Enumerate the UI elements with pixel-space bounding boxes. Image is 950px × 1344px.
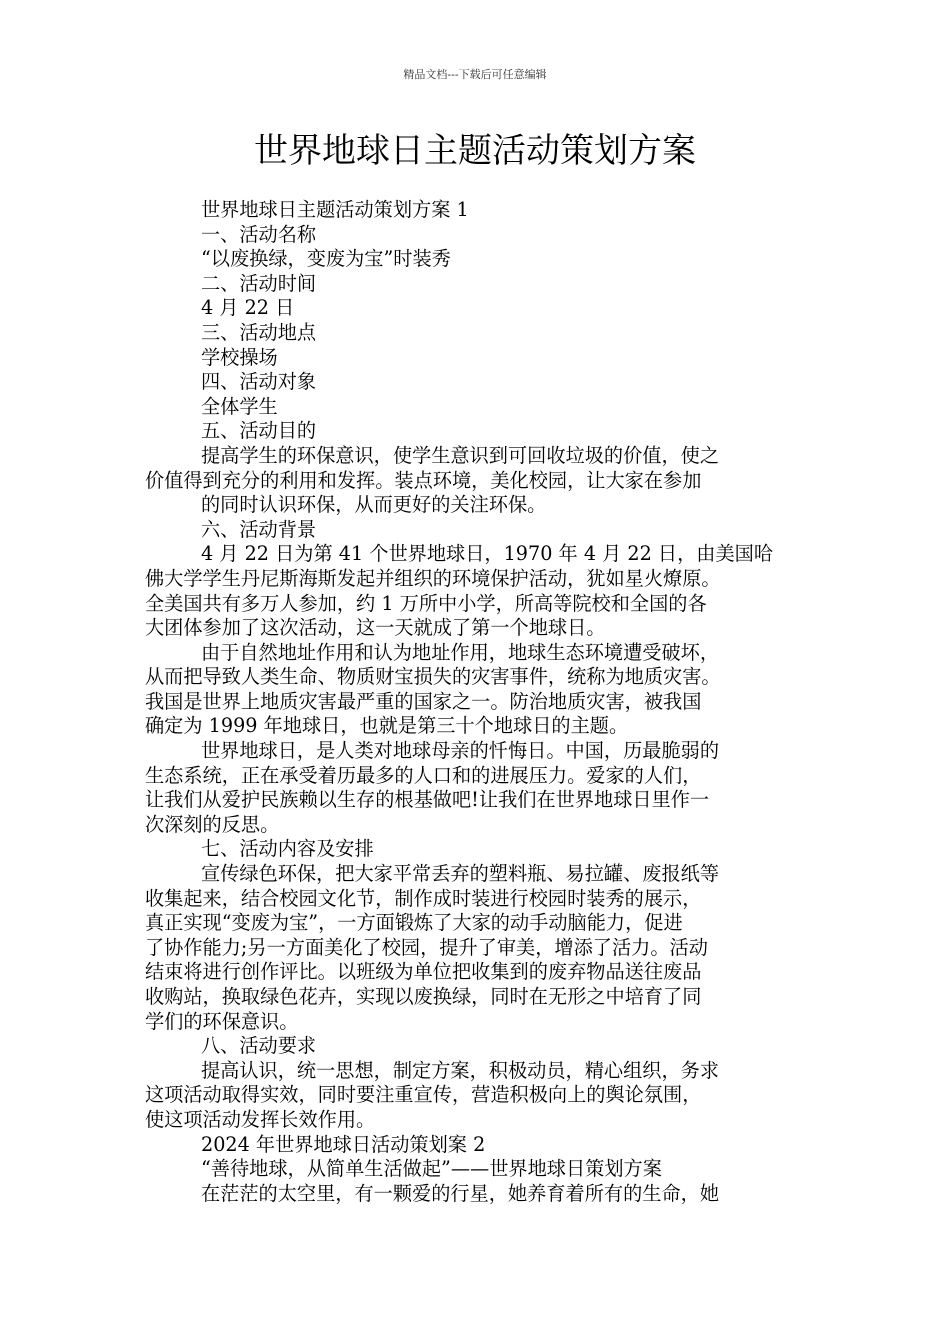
text-line: 2024 年世界地球日活动策划案 2 bbox=[201, 1132, 486, 1156]
text-line: 学们的环保意识。 bbox=[145, 1009, 299, 1033]
text-line: 真正实现“变废为宝”，一方面锻炼了大家的动手动脑能力，促进 bbox=[145, 911, 683, 935]
text-line: 全体学生 bbox=[201, 394, 278, 418]
text-line: 使这项活动发挥长效作用。 bbox=[145, 1107, 376, 1131]
text-line: 二、活动时间 bbox=[201, 271, 317, 295]
text-line: 全美国共有多万人参加，约 1 万所中小学，所高等院校和全国的各 bbox=[145, 591, 707, 615]
text-line: 佛大学学生丹尼斯海斯发起并组织的环境保护活动，犹如星火燎原。 bbox=[145, 566, 721, 590]
text-line: 收集起来，结合校园文化节，制作成时装进行校园时装秀的展示， bbox=[145, 886, 702, 910]
text-line: 七、活动内容及安排 bbox=[201, 837, 374, 861]
text-line: 八、活动要求 bbox=[201, 1034, 317, 1058]
page-header-note: 精品文档---下载后可任意编辑 bbox=[403, 68, 547, 81]
text-line: 大团体参加了这次活动，这一天就成了第一个地球日。 bbox=[145, 616, 606, 640]
document-body bbox=[145, 198, 810, 1206]
text-line: 世界地球日主题活动策划方案 1 bbox=[201, 198, 469, 221]
text-line: 学校操场 bbox=[201, 345, 278, 369]
text-line: 确定为 1999 年地球日，也就是第三十个地球日的主题。 bbox=[145, 714, 629, 738]
text-line: 结束将进行创作评比。以班级为单位把收集到的废弃物品送往废品 bbox=[145, 960, 702, 984]
text-line: 从而把导致人类生命、物质财宝损失的灾害事件，统称为地质灾害。 bbox=[145, 665, 721, 689]
text-line: 六、活动背景 bbox=[201, 517, 317, 541]
text-line: 宣传绿色环保，把大家平常丢弃的塑料瓶、易拉罐、废报纸等 bbox=[201, 862, 720, 886]
text-line: 的同时认识环保，从而更好的关注环保。 bbox=[201, 493, 547, 517]
text-line: 生态系统，正在承受着历最多的人口和的进展压力。爱家的人们， bbox=[145, 763, 702, 787]
text-line: 提高学生的环保意识，使学生意识到可回收垃圾的价值，使之 bbox=[201, 443, 720, 467]
text-line: 三、活动地点 bbox=[201, 320, 317, 344]
text-line: 这项活动取得实效，同时要注重宣传，营造积极向上的舆论氛围， bbox=[145, 1083, 702, 1107]
text-line: 一、活动名称 bbox=[201, 222, 317, 246]
text-line: 五、活动目的 bbox=[201, 419, 317, 443]
text-line: 由于自然地址作用和认为地址作用，地球生态环境遭受破坏， bbox=[201, 640, 720, 664]
text-line: 世界地球日，是人类对地球母亲的忏悔日。中国，历最脆弱的 bbox=[201, 739, 720, 763]
text-line: 4 月 22 日 bbox=[201, 296, 295, 320]
text-line: 我国是世界上地质灾害最严重的国家之一。防治地质灾害，被我国 bbox=[145, 689, 702, 713]
text-line: “善待地球，从简单生活做起”——世界地球日策划方案 bbox=[201, 1157, 662, 1181]
text-line: 提高认识，统一思想，制定方案，积极动员，精心组织，务求 bbox=[201, 1058, 720, 1082]
text-line: “以废换绿，变废为宝”时装秀 bbox=[201, 247, 451, 271]
text-line: 4 月 22 日为第 41 个世界地球日，1970 年 4 月 22 日，由美国哈 bbox=[201, 542, 774, 566]
text-line: 四、活动对象 bbox=[201, 370, 317, 394]
text-line: 收购站，换取绿色花卉，实现以废换绿，同时在无形之中培育了同 bbox=[145, 985, 702, 1008]
document-title: 世界地球日主题活动策划方案 bbox=[254, 131, 696, 171]
text-line: 让我们从爱护民族赖以生存的根基做吧!让我们在世界地球日里作一 bbox=[145, 788, 710, 812]
text-line: 价值得到充分的利用和发挥。装点环境，美化校园，让大家在参加 bbox=[145, 468, 702, 492]
text-line: 了协作能力;另一方面美化了校园，提升了审美，增添了活力。活动 bbox=[145, 935, 708, 959]
text-line: 在茫茫的太空里，有一颗爱的行星，她养育着所有的生命，她 bbox=[201, 1181, 720, 1205]
text-line: 次深刻的反思。 bbox=[145, 812, 280, 836]
